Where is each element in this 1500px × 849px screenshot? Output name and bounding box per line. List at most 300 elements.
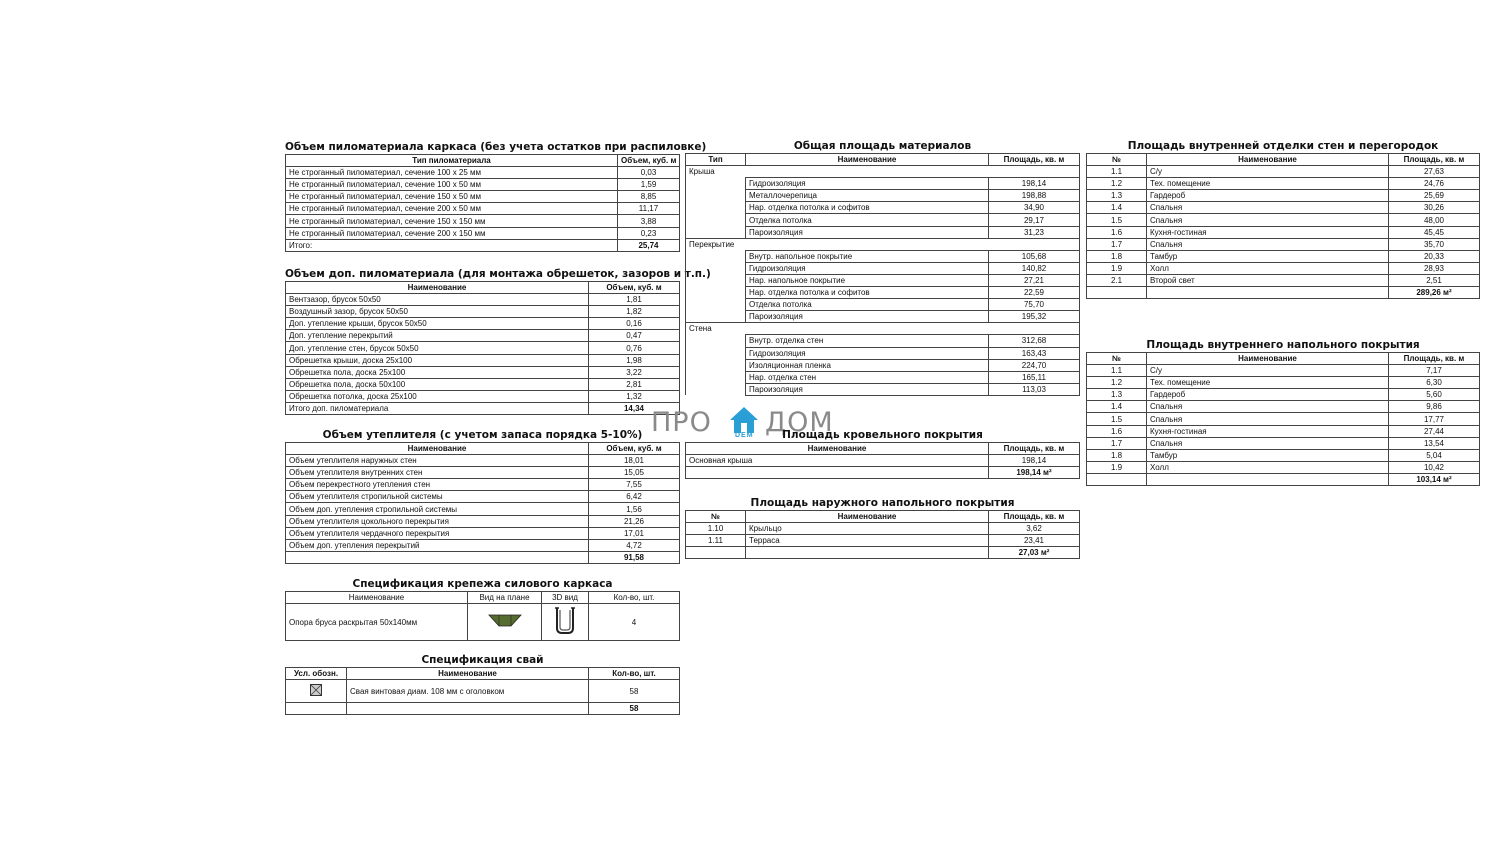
table-cell: Тамбур xyxy=(1147,250,1389,262)
table-row xyxy=(286,179,680,191)
col-header: Кол-во, шт. xyxy=(589,668,680,680)
table-cell: 0,76 xyxy=(589,342,680,354)
table-cell: Гардероб xyxy=(1147,190,1389,202)
table-row xyxy=(1087,250,1480,262)
table-cell: 1.9 xyxy=(1087,262,1147,274)
table-cell: 1.7 xyxy=(1087,238,1147,250)
table-cell: Итого доп. пиломатериала xyxy=(286,402,589,414)
insulation-table xyxy=(285,428,680,564)
group-row xyxy=(686,323,1080,335)
table-row xyxy=(286,203,680,215)
table-row xyxy=(686,226,1080,238)
table-cell: 9,86 xyxy=(1389,401,1480,413)
table-cell: 198,88 xyxy=(989,190,1080,202)
table-cell: 1,98 xyxy=(589,354,680,366)
table-row xyxy=(686,359,1080,371)
table-row xyxy=(286,390,680,402)
col-header: Наименование xyxy=(347,668,589,680)
table-cell: 31,23 xyxy=(989,226,1080,238)
table-cell: Итого: xyxy=(286,239,618,251)
table-cell: 27,03 м² xyxy=(989,547,1080,559)
table-cell: 28,93 xyxy=(1389,262,1480,274)
table-cell: 0,03 xyxy=(618,167,680,179)
total-row xyxy=(286,703,680,715)
table-cell: 1.8 xyxy=(1087,449,1147,461)
table-cell: 105,68 xyxy=(989,250,1080,262)
table-row xyxy=(286,467,680,479)
wall-finish-table xyxy=(1086,139,1480,299)
col-header: Объем, куб. м xyxy=(589,282,680,294)
table-row xyxy=(1087,166,1480,178)
table-cell: 1.6 xyxy=(1087,425,1147,437)
table-cell: Тех. помещение xyxy=(1147,377,1389,389)
col-header: № xyxy=(686,511,746,523)
table-cell: Терраса xyxy=(746,535,989,547)
table-row xyxy=(686,202,1080,214)
table-cell: 1.5 xyxy=(1087,413,1147,425)
table-cell: Холл xyxy=(1147,262,1389,274)
col-header: Площадь, кв. м xyxy=(1389,353,1480,365)
table-title: Спецификация крепежа силового каркаса xyxy=(352,578,613,590)
table-cell: Тамбур xyxy=(1147,449,1389,461)
table-cell: Не строганный пиломатериал, сечение 200 х 150 мм xyxy=(286,227,618,239)
table-cell: Объем перекрестного утепления стен xyxy=(286,479,589,491)
table-row xyxy=(686,190,1080,202)
logo-subtext: DEM xyxy=(735,432,754,439)
table-row xyxy=(286,318,680,330)
table-cell: 2,81 xyxy=(589,378,680,390)
table-cell xyxy=(286,551,589,563)
materials-area-table xyxy=(685,139,1080,396)
col-header: Площадь, кв. м xyxy=(989,511,1080,523)
table-cell: 29,17 xyxy=(989,214,1080,226)
table-cell: 3,88 xyxy=(618,215,680,227)
table-cell: 1.2 xyxy=(1087,178,1147,190)
table-cell xyxy=(686,335,746,347)
table-row xyxy=(286,354,680,366)
table-cell: 1.2 xyxy=(1087,377,1147,389)
indoor-floor-table xyxy=(1086,338,1480,486)
table-cell: 0,47 xyxy=(589,330,680,342)
total-row xyxy=(1087,473,1480,485)
col-header: Наименование xyxy=(686,443,989,455)
col-header: Вид на плане xyxy=(468,592,542,604)
table-cell: 14,34 xyxy=(589,402,680,414)
table-row xyxy=(1087,202,1480,214)
table-row xyxy=(1087,401,1480,413)
table-row xyxy=(1087,226,1480,238)
table-cell xyxy=(686,347,746,359)
table-cell: 15,05 xyxy=(589,467,680,479)
table-cell: Кухня-гостиная xyxy=(1147,425,1389,437)
table-cell: 224,70 xyxy=(989,359,1080,371)
table-row xyxy=(1087,262,1480,274)
table-cell: Перекрытие xyxy=(686,238,1080,250)
pile-symbol xyxy=(286,680,347,703)
table-row xyxy=(286,366,680,378)
table-cell: Крыша xyxy=(686,166,1080,178)
table-title: Площадь внутренней отделки стен и перегородок xyxy=(1127,140,1439,152)
table-row xyxy=(286,227,680,239)
table-cell: Объем доп. утепления перекрытий xyxy=(286,539,589,551)
table-cell xyxy=(686,274,746,286)
table-row xyxy=(286,515,680,527)
table-row xyxy=(1087,178,1480,190)
table-cell: Гидроизоляция xyxy=(746,347,989,359)
table-cell: Изоляционная пленка xyxy=(746,359,989,371)
table-row xyxy=(686,347,1080,359)
table-row xyxy=(286,680,680,703)
table-cell: С/у xyxy=(1147,365,1389,377)
table-cell: Спальня xyxy=(1147,238,1389,250)
table-row xyxy=(286,215,680,227)
table-cell: 163,43 xyxy=(989,347,1080,359)
table-cell xyxy=(686,311,746,323)
table-cell xyxy=(686,287,746,299)
table-cell: 13,54 xyxy=(1389,437,1480,449)
table-cell: 1.8 xyxy=(1087,250,1147,262)
table-cell: 2.1 xyxy=(1087,274,1147,286)
table-cell: 25,69 xyxy=(1389,190,1480,202)
group-row xyxy=(686,166,1080,178)
table-row xyxy=(286,191,680,203)
table-cell: 23,41 xyxy=(989,535,1080,547)
table-cell: Нар. отделка стен xyxy=(746,371,989,383)
table-row xyxy=(286,294,680,306)
table-cell: 1,32 xyxy=(589,390,680,402)
table-cell: Крыльцо xyxy=(746,523,989,535)
table-cell: 165,11 xyxy=(989,371,1080,383)
table-row xyxy=(286,306,680,318)
col-header: Наименование xyxy=(286,592,468,604)
table-title: Объем пиломатериала каркаса (без учета остатков при распиловке) xyxy=(285,141,707,153)
col-header: Наименование xyxy=(746,154,989,166)
table-row xyxy=(286,539,680,551)
table-cell: Кухня-гостиная xyxy=(1147,226,1389,238)
table-cell: Спальня xyxy=(1147,202,1389,214)
table-cell xyxy=(1087,473,1147,485)
table-row xyxy=(286,378,680,390)
table-row xyxy=(686,178,1080,190)
table-row xyxy=(1087,377,1480,389)
table-cell: Тех. помещение xyxy=(1147,178,1389,190)
table-cell: 3,62 xyxy=(989,523,1080,535)
col-header: Наименование xyxy=(1147,154,1389,166)
pile-symbol-icon xyxy=(310,684,322,696)
table-cell: 2,51 xyxy=(1389,274,1480,286)
table-row xyxy=(1087,274,1480,286)
table-row xyxy=(686,299,1080,311)
item-qty: 58 xyxy=(589,680,680,703)
table-cell: Стена xyxy=(686,323,1080,335)
table-cell: 30,26 xyxy=(1389,202,1480,214)
table-cell: 1.5 xyxy=(1087,214,1147,226)
table-cell xyxy=(686,226,746,238)
table-cell: Внутр. напольное покрытие xyxy=(746,250,989,262)
table-cell: Доп. утепление крыши, брусок 50х50 xyxy=(286,318,589,330)
table-cell: 1.7 xyxy=(1087,437,1147,449)
table-row xyxy=(686,371,1080,383)
table-cell: 1.4 xyxy=(1087,401,1147,413)
table-cell: Не строганный пиломатериал, сечение 200 х 50 мм xyxy=(286,203,618,215)
logo-text-left: ПРО xyxy=(651,407,712,438)
table-cell: 1.4 xyxy=(1087,202,1147,214)
roofing-area-table xyxy=(685,428,1080,479)
table-cell xyxy=(1147,287,1389,299)
table-cell: 17,77 xyxy=(1389,413,1480,425)
col-header: Площадь, кв. м xyxy=(989,443,1080,455)
col-header: Площадь, кв. м xyxy=(989,154,1080,166)
col-header: 3D вид xyxy=(542,592,589,604)
table-cell: 8,85 xyxy=(618,191,680,203)
table-cell: 198,14 м² xyxy=(989,467,1080,479)
table-cell: 7,17 xyxy=(1389,365,1480,377)
col-header: Кол-во, шт. xyxy=(589,592,680,604)
logo-text-right: ДОМ xyxy=(765,407,834,438)
table-cell: Объем утеплителя чердачного перекрытия xyxy=(286,527,589,539)
table-cell xyxy=(686,190,746,202)
table-cell: 34,90 xyxy=(989,202,1080,214)
table-cell: 48,00 xyxy=(1389,214,1480,226)
table-cell: 3,22 xyxy=(589,366,680,378)
table-title: Площадь кровельного покрытия xyxy=(782,429,983,441)
fastener-spec-table xyxy=(285,577,680,641)
col-header: № xyxy=(1087,353,1147,365)
table-cell: Доп. утепление перекрытий xyxy=(286,330,589,342)
total-row xyxy=(686,467,1080,479)
table-cell: 35,70 xyxy=(1389,238,1480,250)
plan-view-image xyxy=(468,604,542,641)
table-cell: Не строганный пиломатериал, сечение 150 х 50 мм xyxy=(286,191,618,203)
table-cell: 5,04 xyxy=(1389,449,1480,461)
table-row xyxy=(1087,437,1480,449)
table-row xyxy=(1087,449,1480,461)
table-cell: 1.10 xyxy=(686,523,746,535)
table-cell: Воздушный зазор, брусок 50х50 xyxy=(286,306,589,318)
table-title: Общая площадь материалов xyxy=(793,140,972,152)
table-row xyxy=(286,330,680,342)
table-cell: 25,74 xyxy=(618,239,680,251)
table-cell: 1,59 xyxy=(618,179,680,191)
table-cell: Объем утеплителя внутренних стен xyxy=(286,467,589,479)
table-row xyxy=(686,311,1080,323)
col-header: Площадь, кв. м xyxy=(1389,154,1480,166)
table-cell: Пароизоляция xyxy=(746,311,989,323)
table-cell: Не строганный пиломатериал, сечение 100 х 25 мм xyxy=(286,167,618,179)
table-cell: 11,17 xyxy=(618,203,680,215)
outdoor-floor-table xyxy=(685,496,1080,559)
table-cell: 5,60 xyxy=(1389,389,1480,401)
col-header: Наименование xyxy=(746,511,989,523)
table-cell: 1.6 xyxy=(1087,226,1147,238)
table-cell xyxy=(686,262,746,274)
col-header: Наименование xyxy=(1147,353,1389,365)
table-cell: 113,03 xyxy=(989,383,1080,395)
table-cell: Нар. отделка потолка и софитов xyxy=(746,287,989,299)
item-qty: 4 xyxy=(589,604,680,641)
table-cell: 27,21 xyxy=(989,274,1080,286)
table-cell: 1,56 xyxy=(589,503,680,515)
table-cell: Пароизоляция xyxy=(746,226,989,238)
table-cell: 6,42 xyxy=(589,491,680,503)
table-row xyxy=(1087,214,1480,226)
table-row xyxy=(686,335,1080,347)
table-row xyxy=(1087,190,1480,202)
table-cell: 20,33 xyxy=(1389,250,1480,262)
table-cell: 45,45 xyxy=(1389,226,1480,238)
table-cell: Нар. напольное покрытие xyxy=(746,274,989,286)
table-row xyxy=(286,455,680,467)
table-cell: 140,82 xyxy=(989,262,1080,274)
table-cell: Основная крыша xyxy=(686,455,989,467)
table-cell: 6,30 xyxy=(1389,377,1480,389)
table-cell: Спальня xyxy=(1147,214,1389,226)
table-row xyxy=(286,604,680,641)
table-cell: 1.9 xyxy=(1087,461,1147,473)
table-cell xyxy=(686,467,989,479)
table-cell: Внутр. отделка стен xyxy=(746,335,989,347)
table-cell: 1.3 xyxy=(1087,190,1147,202)
table-cell xyxy=(686,383,746,395)
table-row xyxy=(686,214,1080,226)
bracket-plan-icon xyxy=(487,613,523,629)
table-cell: Объем доп. утепления стропильной системы xyxy=(286,503,589,515)
table-cell: С/у xyxy=(1147,166,1389,178)
table-cell: 198,14 xyxy=(989,455,1080,467)
table-cell: Обрешетка пола, доска 50х100 xyxy=(286,378,589,390)
table-cell: 1,81 xyxy=(589,294,680,306)
table-row xyxy=(286,491,680,503)
table-title: Объем утеплителя (с учетом запаса порядка 5-10%) xyxy=(322,429,643,441)
group-row xyxy=(686,238,1080,250)
table-cell: 312,68 xyxy=(989,335,1080,347)
table-cell: Второй свет xyxy=(1147,274,1389,286)
table-cell: 18,01 xyxy=(589,455,680,467)
table-cell: 21,26 xyxy=(589,515,680,527)
table-title: Площадь внутреннего напольного покрытия xyxy=(1146,339,1420,351)
table-cell: 1,82 xyxy=(589,306,680,318)
table-cell: 1.1 xyxy=(1087,166,1147,178)
table-row xyxy=(1087,389,1480,401)
table-title: Объем доп. пиломатериала (для монтажа обрешеток, зазоров и т.п.) xyxy=(285,268,711,280)
table-cell: Вентзазор, брусок 50х50 xyxy=(286,294,589,306)
table-row xyxy=(1087,365,1480,377)
table-cell: 103,14 м² xyxy=(1389,473,1480,485)
table-cell: Обрешетка пола, доска 25х100 xyxy=(286,366,589,378)
table-row xyxy=(686,262,1080,274)
col-header: Объем, куб. м xyxy=(618,155,680,167)
table-cell: 1.3 xyxy=(1087,389,1147,401)
table-cell: Гардероб xyxy=(1147,389,1389,401)
table-cell xyxy=(1147,473,1389,485)
table-cell: 27,63 xyxy=(1389,166,1480,178)
col-header: Усл. обозн. xyxy=(286,668,347,680)
table-cell: 10,42 xyxy=(1389,461,1480,473)
col-header: Тип xyxy=(686,154,746,166)
table-cell: Обрешетка крыши, доска 25х100 xyxy=(286,354,589,366)
table-row xyxy=(1087,461,1480,473)
total-row xyxy=(686,547,1080,559)
col-header: Объем, куб. м xyxy=(589,443,680,455)
col-header: Наименование xyxy=(286,282,589,294)
table-cell xyxy=(746,547,989,559)
table-cell: Не строганный пиломатериал, сечение 100 х 50 мм xyxy=(286,179,618,191)
total-row xyxy=(286,551,680,563)
table-cell: Отделка потолка xyxy=(746,299,989,311)
table-cell: Нар. отделка потолка и софитов xyxy=(746,202,989,214)
table-cell xyxy=(686,214,746,226)
table-cell: Спальня xyxy=(1147,413,1389,425)
table-row xyxy=(286,167,680,179)
col-header: № xyxy=(1087,154,1147,166)
table-cell xyxy=(686,359,746,371)
table-cell: Не строганный пиломатериал, сечение 150 х 150 мм xyxy=(286,215,618,227)
total-row xyxy=(286,402,680,414)
table-cell: 22,59 xyxy=(989,287,1080,299)
table-cell: Доп. утепление стен, брусок 50х50 xyxy=(286,342,589,354)
bracket-3d-icon xyxy=(553,606,577,636)
table-cell: Гидроизоляция xyxy=(746,262,989,274)
3d-view-image xyxy=(542,604,589,641)
table-cell: Объем утеплителя наружных стен xyxy=(286,455,589,467)
table-cell: 75,70 xyxy=(989,299,1080,311)
col-header: Тип пиломатериала xyxy=(286,155,618,167)
table-cell: 27,44 xyxy=(1389,425,1480,437)
total-row xyxy=(1087,287,1480,299)
table-row xyxy=(1087,425,1480,437)
table-cell: 198,14 xyxy=(989,178,1080,190)
table-cell: Объем утеплителя стропильной системы xyxy=(286,491,589,503)
col-header: Наименование xyxy=(286,443,589,455)
table-row xyxy=(286,479,680,491)
piles-spec-table xyxy=(285,653,680,715)
item-name: Свая винтовая диам. 108 мм с оголовком xyxy=(347,680,589,703)
table-cell xyxy=(1087,287,1147,299)
table-row xyxy=(286,527,680,539)
table-cell xyxy=(686,250,746,262)
table-row xyxy=(686,250,1080,262)
table-row xyxy=(686,383,1080,395)
table-cell: 1.1 xyxy=(1087,365,1147,377)
table-cell: 0,16 xyxy=(589,318,680,330)
table-row xyxy=(1087,413,1480,425)
table-cell: Объем утеплителя цокольного перекрытия xyxy=(286,515,589,527)
table-row xyxy=(686,523,1080,535)
table-cell: Металлочерепица xyxy=(746,190,989,202)
table-row xyxy=(286,342,680,354)
item-name: Опора бруса раскрытая 50х140мм xyxy=(286,604,468,641)
table-cell: Отделка потолка xyxy=(746,214,989,226)
table-row xyxy=(286,503,680,515)
table-cell: Холл xyxy=(1147,461,1389,473)
table-cell: Обрешетка потолка, доска 25х100 xyxy=(286,390,589,402)
table-cell: Спальня xyxy=(1147,437,1389,449)
table-row xyxy=(1087,238,1480,250)
table-row xyxy=(686,455,1080,467)
table-cell: 1.11 xyxy=(686,535,746,547)
table-cell: 195,32 xyxy=(989,311,1080,323)
table-row xyxy=(686,274,1080,286)
table-cell: Гидроизоляция xyxy=(746,178,989,190)
total-value: 58 xyxy=(589,703,680,715)
total-row xyxy=(286,239,680,251)
table-cell: 17,01 xyxy=(589,527,680,539)
table-cell xyxy=(686,371,746,383)
table-cell xyxy=(686,202,746,214)
table-row xyxy=(686,535,1080,547)
table-cell xyxy=(686,178,746,190)
table-cell: 4,72 xyxy=(589,539,680,551)
